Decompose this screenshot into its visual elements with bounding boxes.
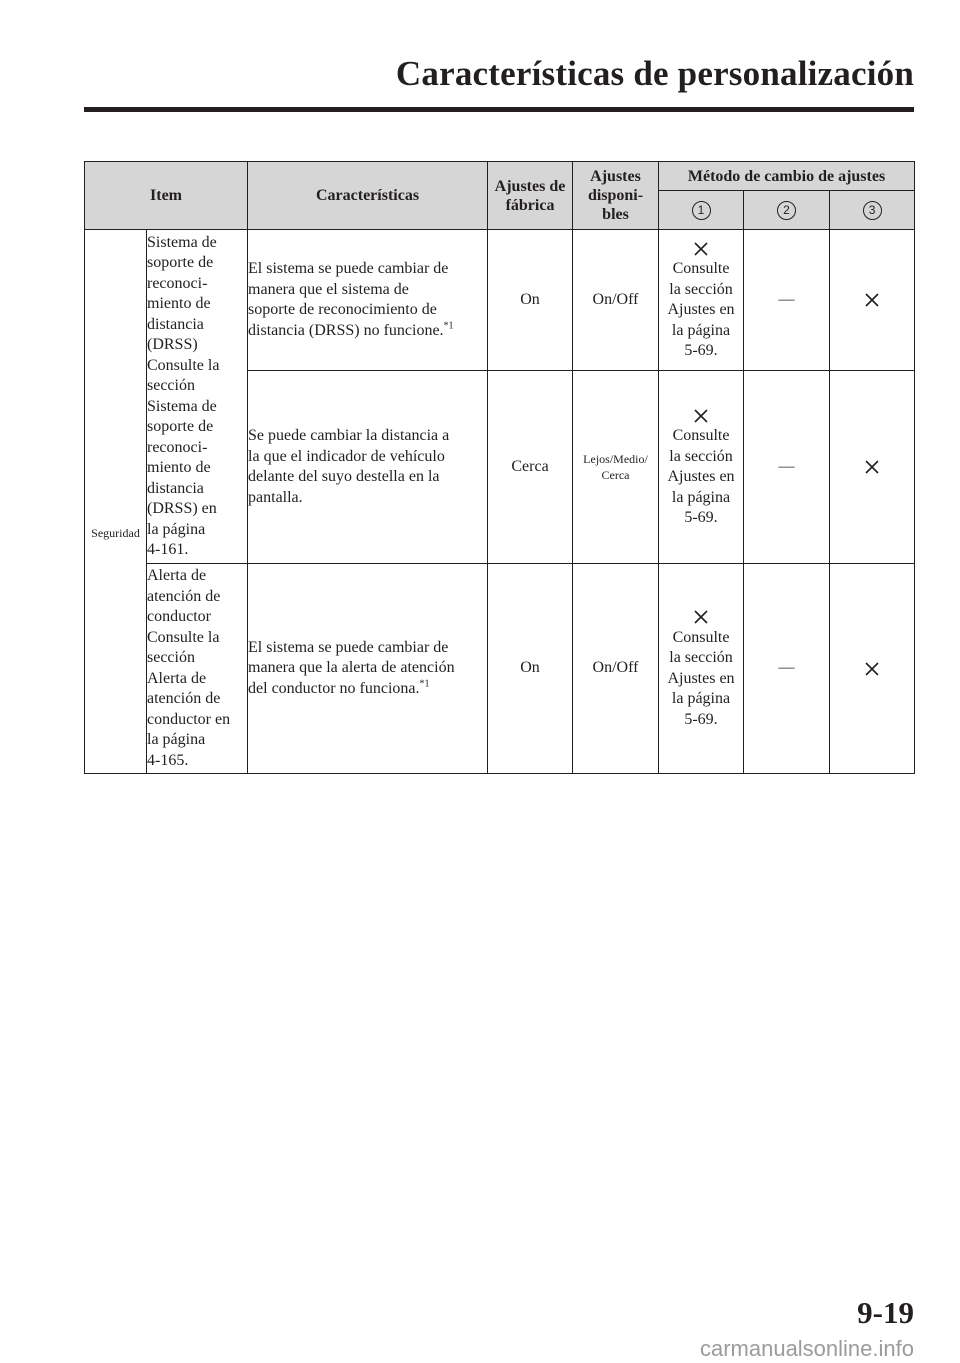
- footnote-ref: *1: [443, 320, 454, 332]
- item-line: atención de: [147, 690, 221, 707]
- watermark: carmanualsonline.info: [699, 1336, 914, 1361]
- item-line: (DRSS) en: [147, 500, 217, 517]
- consult-line: 5-69.: [684, 342, 718, 359]
- item-line: (DRSS): [147, 336, 198, 353]
- available-line: Cerca: [601, 468, 630, 482]
- method-1-cell: [659, 564, 744, 774]
- header-available-text: Ajustes disponi-bles: [587, 168, 644, 223]
- feature-line: manera que el sistema de: [248, 280, 409, 298]
- header-item: Item: [85, 162, 248, 230]
- method-2-cell: —: [744, 564, 830, 774]
- item-line: miento de: [147, 295, 211, 312]
- feature-cell: [248, 371, 488, 564]
- feature-line: El sistema se puede cambiar de: [248, 638, 449, 656]
- cross-icon: [692, 240, 710, 258]
- item-line: Alerta de: [147, 567, 207, 584]
- page-title: Características de personalización: [395, 54, 914, 93]
- factory-setting-cell: On: [488, 564, 573, 774]
- consult-line: la página: [671, 488, 731, 506]
- feature-line: Se puede cambiar la distancia a: [248, 427, 450, 444]
- item-line: sección: [147, 649, 195, 666]
- header-method-1: [659, 191, 744, 230]
- consult-line: la sección: [669, 280, 733, 298]
- item-line: Sistema de: [147, 397, 217, 415]
- item-line: Alerta de: [147, 669, 207, 687]
- feature-line: la que el indicador de vehículo: [248, 447, 445, 465]
- item-line: conductor: [147, 608, 211, 625]
- item-line: reconoci-: [147, 274, 208, 292]
- feature-line: pantalla.: [248, 488, 303, 506]
- consult-line: la página: [671, 690, 731, 707]
- item-line: distancia: [147, 315, 204, 333]
- item-cell: [147, 230, 248, 564]
- feature-line: manera que la alerta de atención: [248, 659, 455, 677]
- factory-setting-cell: Cerca: [488, 371, 573, 564]
- item-line: conductor en: [147, 710, 231, 728]
- item-cell: [147, 564, 248, 774]
- method-1-cell: [659, 371, 744, 564]
- feature-line: del conductor no funciona.: [248, 679, 420, 697]
- item-line: reconoci-: [147, 438, 208, 456]
- consult-line: Consulte: [672, 427, 730, 444]
- settings-table: [84, 161, 915, 774]
- header-features: Características: [248, 162, 488, 230]
- consult-line: Consulte: [672, 628, 730, 646]
- available-line: Lejos/Medio/: [583, 452, 648, 466]
- feature-line: distancia (DRSS) no funcione.: [248, 321, 444, 339]
- consult-line: Ajustes en: [667, 669, 735, 687]
- item-line: Sistema de: [147, 233, 217, 251]
- cross-icon: [863, 458, 881, 476]
- item-line: Consulte la: [147, 628, 220, 646]
- available-settings-cell: On/Off: [573, 230, 659, 371]
- method-1-cell: [659, 230, 744, 371]
- feature-cell: [248, 564, 488, 774]
- item-line: Consulte la: [147, 356, 220, 374]
- cross-icon: [863, 660, 881, 678]
- method-3-cell: [830, 230, 915, 371]
- page-number: 9-19: [857, 1295, 914, 1330]
- footnote-ref: *1: [419, 678, 430, 690]
- consult-line: 5-69.: [684, 710, 718, 728]
- method-3-cell: [830, 564, 915, 774]
- item-line: soporte de: [147, 254, 214, 271]
- consult-line: Ajustes en: [667, 468, 735, 485]
- factory-setting-cell: On: [488, 230, 573, 371]
- circled-number-1-icon: 1: [692, 201, 711, 220]
- header-available-settings: [573, 162, 659, 230]
- available-settings-cell: On/Off: [573, 564, 659, 774]
- header-method-2: [744, 191, 830, 230]
- item-line: 4-161.: [147, 541, 189, 558]
- method-2-cell: —: [744, 230, 830, 371]
- feature-line: soporte de reconocimiento de: [248, 301, 437, 318]
- feature-line: delante del suyo destella en la: [248, 468, 440, 485]
- header-change-method: Método de cambio de ajustes: [659, 162, 915, 191]
- method-2-cell: —: [744, 371, 830, 564]
- item-line: soporte de: [147, 418, 214, 435]
- circled-number-2-icon: 2: [777, 201, 796, 220]
- header-factory-text: Ajustes de fábrica: [494, 177, 566, 214]
- feature-line: El sistema se puede cambiar de: [248, 260, 449, 277]
- item-line: 4-165.: [147, 751, 189, 769]
- item-line: distancia: [147, 479, 204, 497]
- consult-line: la página: [671, 321, 731, 339]
- cross-icon: [692, 608, 710, 626]
- consult-line: la sección: [669, 447, 733, 465]
- header-method-3: [830, 191, 915, 230]
- consult-line: Consulte: [672, 260, 730, 277]
- cross-icon: [692, 407, 710, 425]
- feature-cell: [248, 230, 488, 371]
- circled-number-3-icon: 3: [863, 201, 882, 220]
- title-rule: [84, 107, 914, 112]
- header-factory-settings: [488, 162, 573, 230]
- consult-line: la sección: [669, 649, 733, 666]
- item-line: la página: [147, 520, 206, 538]
- cross-icon: [863, 291, 881, 309]
- consult-line: Ajustes en: [667, 301, 735, 318]
- item-line: miento de: [147, 459, 211, 476]
- item-line: atención de: [147, 587, 221, 605]
- category-cell: Seguridad: [85, 230, 147, 774]
- method-3-cell: [830, 371, 915, 564]
- consult-line: 5-69.: [684, 509, 718, 526]
- item-line: sección: [147, 377, 195, 394]
- available-settings-cell: [573, 371, 659, 564]
- item-line: la página: [147, 731, 206, 748]
